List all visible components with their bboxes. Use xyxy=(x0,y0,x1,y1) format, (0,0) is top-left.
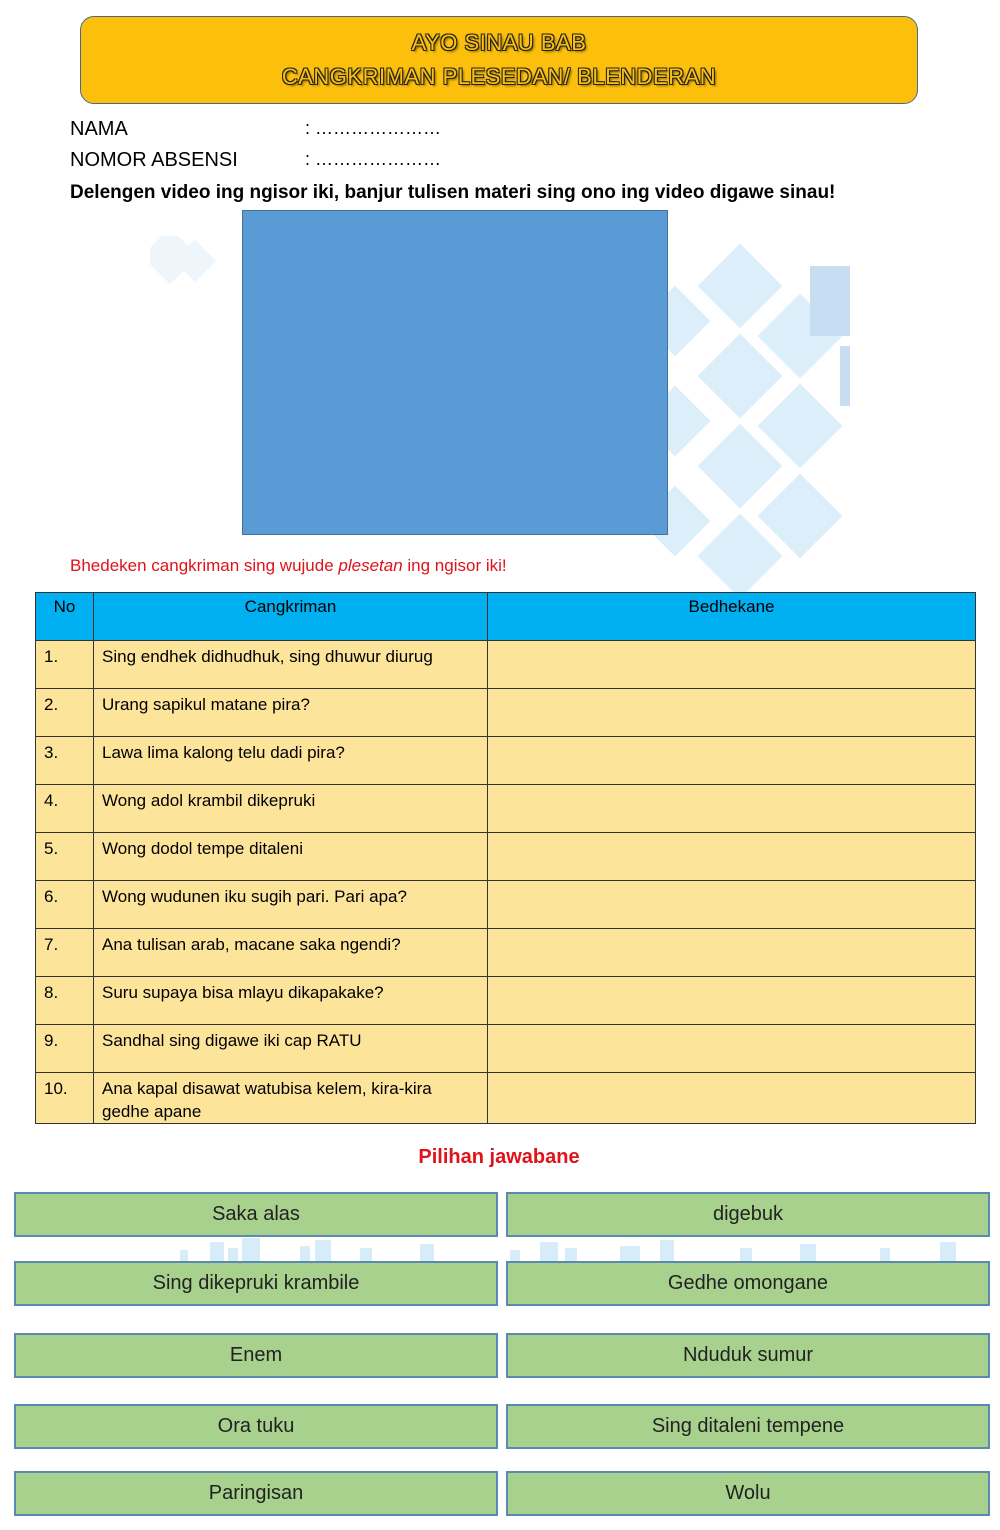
title-line-2: CANGKRIMAN PLESEDAN/ BLENDERAN xyxy=(281,64,717,89)
table-row xyxy=(36,977,976,1025)
row-number: 9. xyxy=(36,1025,94,1073)
answer-choice-card[interactable]: digebuk xyxy=(506,1192,990,1237)
riddle-text: Ana tulisan arab, macane saka ngendi? xyxy=(94,929,488,977)
riddle-text: Sandhal sing digawe iki cap RATU xyxy=(94,1025,488,1073)
row-number: 2. xyxy=(36,689,94,737)
answer-choice-card[interactable]: Paringisan xyxy=(14,1471,498,1516)
riddle-text: Ana kapal disawat watubisa kelem, kira-kira gedhe apane xyxy=(94,1073,488,1124)
header-riddle: Cangkriman xyxy=(94,593,488,641)
absence-number-field[interactable] xyxy=(70,149,442,172)
video-player[interactable] xyxy=(242,210,668,535)
answer-choice-card[interactable]: Nduduk sumur xyxy=(506,1333,990,1378)
answer-choice-card[interactable]: Saka alas xyxy=(14,1192,498,1237)
table-row xyxy=(36,929,976,977)
absence-number-value[interactable]: : ………………… xyxy=(305,149,442,169)
answer-choice-card[interactable]: Sing ditaleni tempene xyxy=(506,1404,990,1449)
row-number: 3. xyxy=(36,737,94,785)
row-number: 8. xyxy=(36,977,94,1025)
header-answer: Bedhekane xyxy=(488,593,976,641)
answer-drop-zone[interactable] xyxy=(488,1073,976,1124)
riddle-text: Sing endhek didhudhuk, sing dhuwur diurug xyxy=(94,641,488,689)
answer-choice-card[interactable]: Enem xyxy=(14,1333,498,1378)
absence-number-label: NOMOR ABSENSI xyxy=(70,149,238,171)
answer-choices-title: Pilihan jawabane xyxy=(418,1146,580,1168)
question-instruction xyxy=(70,556,507,576)
answer-choice-card[interactable]: Ora tuku xyxy=(14,1404,498,1449)
answer-drop-zone[interactable] xyxy=(488,833,976,881)
riddle-text: Urang sapikul matane pira? xyxy=(94,689,488,737)
answer-drop-zone[interactable] xyxy=(488,1025,976,1073)
table-row xyxy=(36,689,976,737)
name-field[interactable] xyxy=(70,118,442,141)
row-number: 1. xyxy=(36,641,94,689)
title-line-1: AYO SINAU BAB xyxy=(411,30,587,55)
riddle-text: Wong wudunen iku sugih pari. Pari apa? xyxy=(94,881,488,929)
riddle-text: Wong adol krambil dikepruki xyxy=(94,785,488,833)
table-row xyxy=(36,1025,976,1073)
answer-choice-card[interactable]: Gedhe omongane xyxy=(506,1261,990,1306)
row-number: 10. xyxy=(36,1073,94,1124)
name-value[interactable]: : ………………… xyxy=(305,118,442,138)
table-row xyxy=(36,881,976,929)
riddle-text: Suru supaya bisa mlayu dikapakake? xyxy=(94,977,488,1025)
answer-drop-zone[interactable] xyxy=(488,641,976,689)
header-no: No xyxy=(36,593,94,641)
riddle-text: Wong dodol tempe ditaleni xyxy=(94,833,488,881)
question-emphasis: plesetan xyxy=(338,556,403,575)
row-number: 6. xyxy=(36,881,94,929)
answer-choice-card[interactable]: Wolu xyxy=(506,1471,990,1516)
question-suffix: ing ngisor iki! xyxy=(402,556,507,575)
instruction-text: Delengen video ing ngisor iki, banjur tulisen materi sing ono ing video digawe sinau! xyxy=(70,182,836,203)
table-row xyxy=(36,737,976,785)
question-prefix: Bhedeken cangkriman sing wujude xyxy=(70,556,339,575)
name-label: NAMA xyxy=(70,118,128,140)
table-row xyxy=(36,785,976,833)
table-row xyxy=(36,1073,976,1124)
row-number: 7. xyxy=(36,929,94,977)
riddle-table xyxy=(35,592,976,1124)
answer-drop-zone[interactable] xyxy=(488,929,976,977)
answer-choice-card[interactable]: Sing dikepruki krambile xyxy=(14,1261,498,1306)
answer-drop-zone[interactable] xyxy=(488,785,976,833)
table-header-row xyxy=(36,593,976,641)
answer-drop-zone[interactable] xyxy=(488,689,976,737)
title-banner xyxy=(80,16,918,104)
table-row xyxy=(36,833,976,881)
table-row xyxy=(36,641,976,689)
answer-drop-zone[interactable] xyxy=(488,977,976,1025)
row-number: 4. xyxy=(36,785,94,833)
riddle-text: Lawa lima kalong telu dadi pira? xyxy=(94,737,488,785)
row-number: 5. xyxy=(36,833,94,881)
answer-drop-zone[interactable] xyxy=(488,881,976,929)
answer-drop-zone[interactable] xyxy=(488,737,976,785)
